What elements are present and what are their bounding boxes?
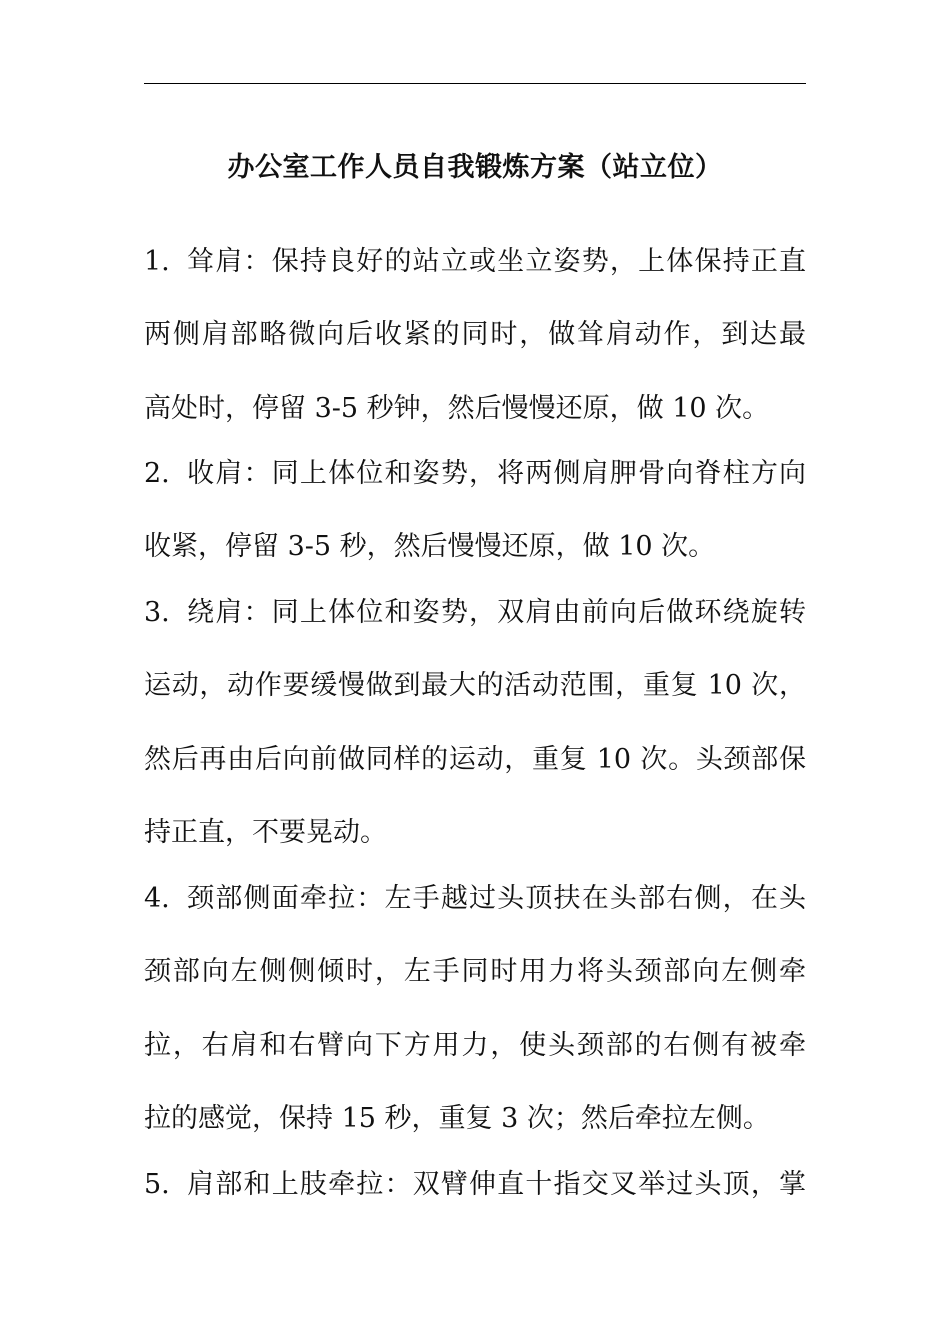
item-1-line-1: [144, 243, 806, 281]
document-title: 办公室工作人员自我锻炼方案（站立位）: [227, 152, 723, 183]
item-3-line-1: [144, 594, 806, 632]
item-text: 耸肩：保持良好的站立或坐立姿势，上体保持正直: [186, 246, 806, 277]
item-1-line-2: 两侧肩部略微向后收紧的同时，做耸肩动作，到达最: [144, 319, 806, 350]
item-3-line-2: 运动，动作要缓慢做到最大的活动范围，重复 10 次，: [144, 670, 806, 701]
item-4-line-3: 拉，右肩和右臂向下方用力，使头颈部的右侧有被牵: [144, 1030, 806, 1061]
item-4-line-2: 颈部向左侧侧倾时，左手同时用力将头颈部向左侧牵: [144, 956, 806, 987]
item-4-line-1: [144, 880, 806, 918]
item-2-line-2: 收紧，停留 3-5 秒，然后慢慢还原，做 10 次。: [144, 531, 716, 562]
item-number: 2.: [144, 458, 170, 489]
header-rule: [144, 83, 806, 84]
item-4-line-4: 拉的感觉，保持 15 秒，重复 3 次；然后牵拉左侧。: [144, 1103, 770, 1134]
item-number: 1.: [144, 246, 170, 277]
item-text: 绕肩：同上体位和姿势，双肩由前向后做环绕旋转: [186, 597, 806, 628]
item-text: 收肩：同上体位和姿势，将两侧肩胛骨向脊柱方向: [186, 458, 806, 489]
item-3-line-4: 持正直，不要晃动。: [144, 817, 387, 848]
item-number: 4.: [144, 883, 170, 914]
item-number: 5.: [144, 1169, 170, 1200]
item-1-line-3: 高处时，停留 3-5 秒钟，然后慢慢还原，做 10 次。: [144, 393, 770, 424]
item-text: 肩部和上肢牵拉：双臂伸直十指交叉举过头顶，掌: [186, 1169, 806, 1200]
item-number: 3.: [144, 597, 170, 628]
item-3-line-3: 然后再由后向前做同样的运动，重复 10 次。头颈部保: [144, 744, 806, 775]
item-5-line-1: [144, 1166, 806, 1204]
item-2-line-1: [144, 455, 806, 493]
item-text: 颈部侧面牵拉：左手越过头顶扶在头部右侧，在头: [186, 883, 806, 914]
